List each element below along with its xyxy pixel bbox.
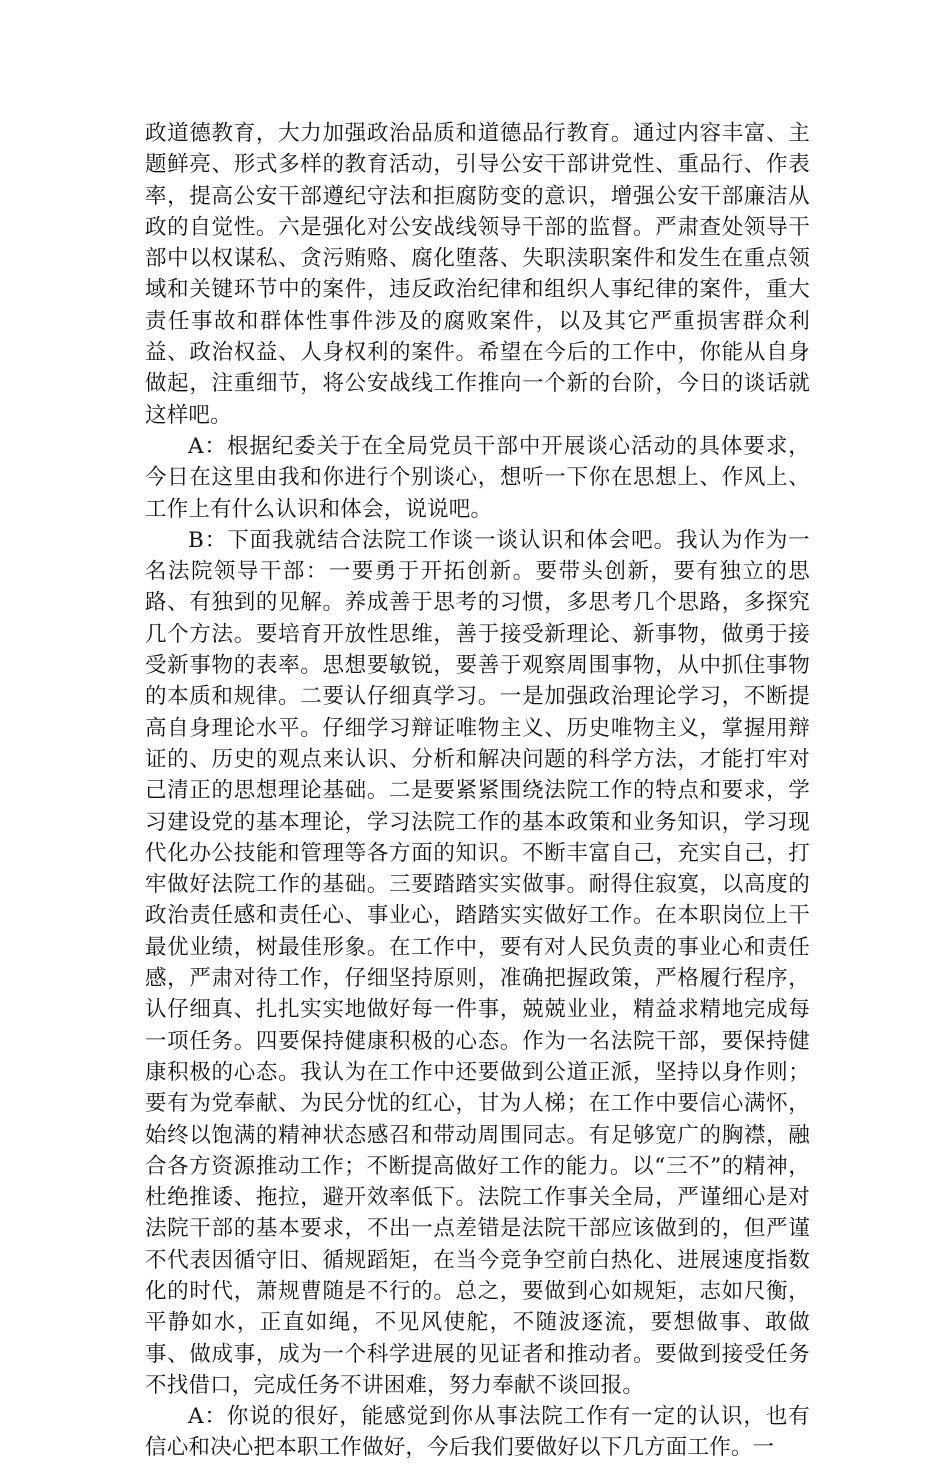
paragraph-a-opening-request: A：根据纪委关于在全局党员干部中开展谈心活动的具体要求，今日在这里由我和你进行个别谈心，想听一下你在思想上、作风上、工作上有什么认识和体会，说说吧。 [145,433,810,522]
document-page [145,118,810,1464]
paragraph-a-response: A：你说的很好，能感觉到你从事法院工作有一定的认识，也有信心和决心把本职工作做好，今后我们要做好以下几方面工作。一 [145,1404,810,1461]
paragraph-supervision-continued: 政道德教育，大力加强政治品质和道德品行教育。通过内容丰富、主题鲜亮、形式多样的教育活动，引导公安干部讲党性、重品行、作表率，提高公安干部遵纪守法和拒腐防变的意识，增强公安干部廉洁从政的自觉性。六是强化对公安战线领导干部的监督。严肃查处领导干部中以权谋私、贪污贿赂、腐化堕落、失职渎职案件和发生在重点领域和关键环节中的案件，违反政治纪律和组织人事纪律的案件，重大责任事故和群体性事件涉及的腐败案件，以及其它严重损害群众利益、政治权益、人身权利的案件。希望在今后的工作中，你能从自身做起，注重细节，将公安战线工作推向一个新的台阶，今日的谈话就这样吧。 [145,121,810,428]
paragraph-b-court-work-reflection: B：下面我就结合法院工作谈一谈认识和体会吧。我认为作为一名法院领导干部：一要勇于开拓创新。要带头创新，要有独立的思路、有独到的见解。养成善于思考的习惯，多思考几个思路，多探究几个方法。要培育开放性思维，善于接受新理论、新事物，做勇于接受新事物的表率。思想要敏锐，要善于观察周围事物，从中抓住事物的本质和规律。二要认仔细真学习。一是加强政治理论学习，不断提高自身理论水平。仔细学习辩证唯物主义、历史唯物主义，掌握用辩证的、历史的观点来认识、分析和解决问题的科学方法，才能打牢对己清正的思想理论基础。二是要紧紧围绕法院工作的特点和要求，学习建设党的基本理论，学习法院工作的基本政策和业务知识，学习现代化办公技能和管理等各方面的知识。不断丰富自己，充实自己，打牢做好法院工作的基础。三要踏踏实实做事。耐得住寂寞，以高度的政治责任感和责任心、事业心，踏踏实实做好工作。在本职岗位上干最优业绩，树最佳形象。在工作中，要有对人民负责的事业心和责任感，严肃对待工作，仔细坚持原则，准确把握政策，严格履行程序，认仔细真、扎扎实实地做好每一件事，兢兢业业，精益求精地完成每一项任务。四要保持健康积极的心态。作为一名法院干部，要保持健康积极的心态。我认为在工作中还要做到公道正派，坚持以身作则；要有为党奉献、为民分忧的红心，甘为人梯；在工作中要信心满怀，始终以饱满的精神状态感召和带动周围同志。有足够宽广的胸襟，融合各方资源推动工作；不断提高做好工作的能力。以“三不”的精神，杜绝推诿、拖拉，避开效率低下。法院工作事关全局，严谨细心是对法院干部的基本要求，不出一点差错是法院干部应该做到的，但严谨不代表因循守旧、循规蹈矩，在当今竞争空前白热化、进展速度指数化的时代，萧规曹随是不行的。总之，要做到心如规矩，志如尺衡，平静如水，正直如绳，不见风使舵，不随波逐流，要想做事、敢做事、做成事，成为一个科学进展的见证者和推动者。要做到接受任务不找借口，完成任务不讲困难，努力奉献不谈回报。 [145,527,810,1398]
